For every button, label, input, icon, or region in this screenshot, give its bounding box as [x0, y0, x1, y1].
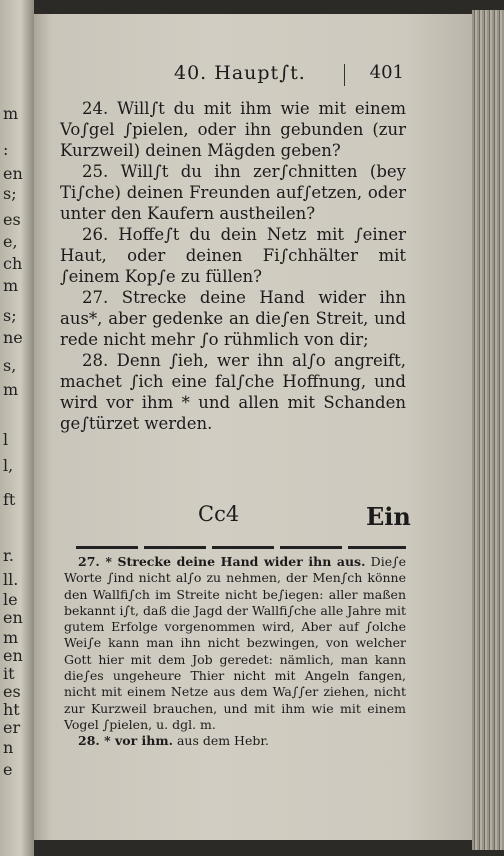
footnote-rule — [76, 546, 406, 549]
page-number: 401 — [369, 62, 404, 83]
verse-24: 24. Will∫t du mit ihm wie mit einem Vo∫gel ∫pielen, oder ihn gebunden (zur Kurzweil) deinen Mägden geben? — [60, 99, 406, 160]
facing-text-fragment: l — [3, 430, 9, 449]
main-text — [60, 98, 406, 434]
facing-text-fragment: ne — [3, 328, 23, 347]
running-title: 40. Haupt∫t. — [174, 62, 306, 84]
facing-text-fragment: en — [3, 164, 23, 183]
facing-text-fragment: r. — [3, 546, 14, 565]
verse-27: 27. Strecke deine Hand wider ihn aus*, aber gedenke an die∫en Streit, und rede nicht mehr ∫o rühmlich von dir; — [60, 288, 406, 349]
catchline — [34, 502, 472, 532]
facing-text-fragment: es — [3, 210, 21, 229]
footnote-lead: 27. * Strecke deine Hand wider ihn aus. — [78, 554, 366, 569]
facing-text-fragment: m — [3, 628, 19, 647]
facing-text-fragment: en — [3, 646, 23, 665]
facing-text-fragment: m — [3, 104, 19, 123]
footnotes — [64, 554, 406, 750]
facing-text-fragment: ft — [3, 490, 16, 509]
footnote-28 — [64, 733, 406, 749]
facing-text-fragment: ht — [3, 700, 20, 719]
facing-text-fragment: : — [3, 140, 9, 159]
page-stack-edge — [472, 10, 504, 850]
header-divider — [344, 64, 345, 86]
facing-text-fragment: es — [3, 682, 21, 701]
facing-text-fragment: ch — [3, 254, 23, 273]
facing-text-fragment: n — [3, 738, 14, 757]
facing-page-edge — [0, 0, 34, 856]
facing-text-fragment: m — [3, 380, 19, 399]
verse-28: 28. Denn ∫ieh, wer ihn al∫o angreift, machet ∫ich eine fal∫che Hoffnung, und wird vor ihm * und allen mit Schanden ge∫türzet werden. — [60, 351, 406, 433]
facing-text-fragment: s; — [3, 306, 17, 325]
facing-text-fragment: s, — [3, 356, 17, 375]
footnote-27 — [64, 554, 406, 733]
facing-text-fragment: l, — [3, 456, 14, 475]
footnote-body: aus dem Hebr. — [176, 733, 269, 749]
book-page — [34, 14, 472, 840]
facing-text-fragment: e, — [3, 232, 18, 251]
facing-text-fragment: m — [3, 276, 19, 295]
catchword: Ein — [366, 502, 411, 531]
facing-text-fragment: er — [3, 718, 21, 737]
facing-text-fragment: it — [3, 664, 15, 683]
signature-mark: Cc4 — [198, 502, 240, 526]
facing-text-fragment: le — [3, 590, 18, 609]
facing-text-fragment: e — [3, 760, 13, 779]
footnote-lead: 28. * vor ihm. — [78, 733, 173, 749]
facing-text-fragment: s; — [3, 184, 17, 203]
facing-text-fragment: en — [3, 608, 23, 627]
verse-26: 26. Hoffe∫t du dein Netz mit ∫einer Haut, oder deinen Fi∫chhälter mit ∫einem Kop∫e zu füllen? — [60, 225, 406, 286]
footnote-body: Die∫e Worte ∫ind nicht al∫o zu nehmen, der Men∫ch könne den Wallfi∫ch im Streite nicht be∫iegen: aller maßen bekannt i∫t, daß die Jagd der Wallfi∫che alle Jahre mit gutem Erfolge vorgenommen wird, Aber auf ∫olche Wei∫e kann man ihn nicht bezwingen, von welcher Gott hier mit dem Job geredet: nämlich, man kann die∫es ungeheure Thier nicht mit Angeln fangen, nicht mit einem Netze aus dem Wa∫∫er ziehen, nicht zur Kurzweil brauchen, und mit ihm wie mit einem Vogel ∫pielen, u. dgl. m. — [64, 554, 406, 732]
verse-25: 25. Will∫t du ihn zer∫chnitten (bey Ti∫che) deinen Freunden auf∫etzen, oder unter den Kaufern austheilen? — [60, 162, 406, 223]
facing-text-fragment: ll. — [3, 570, 19, 589]
